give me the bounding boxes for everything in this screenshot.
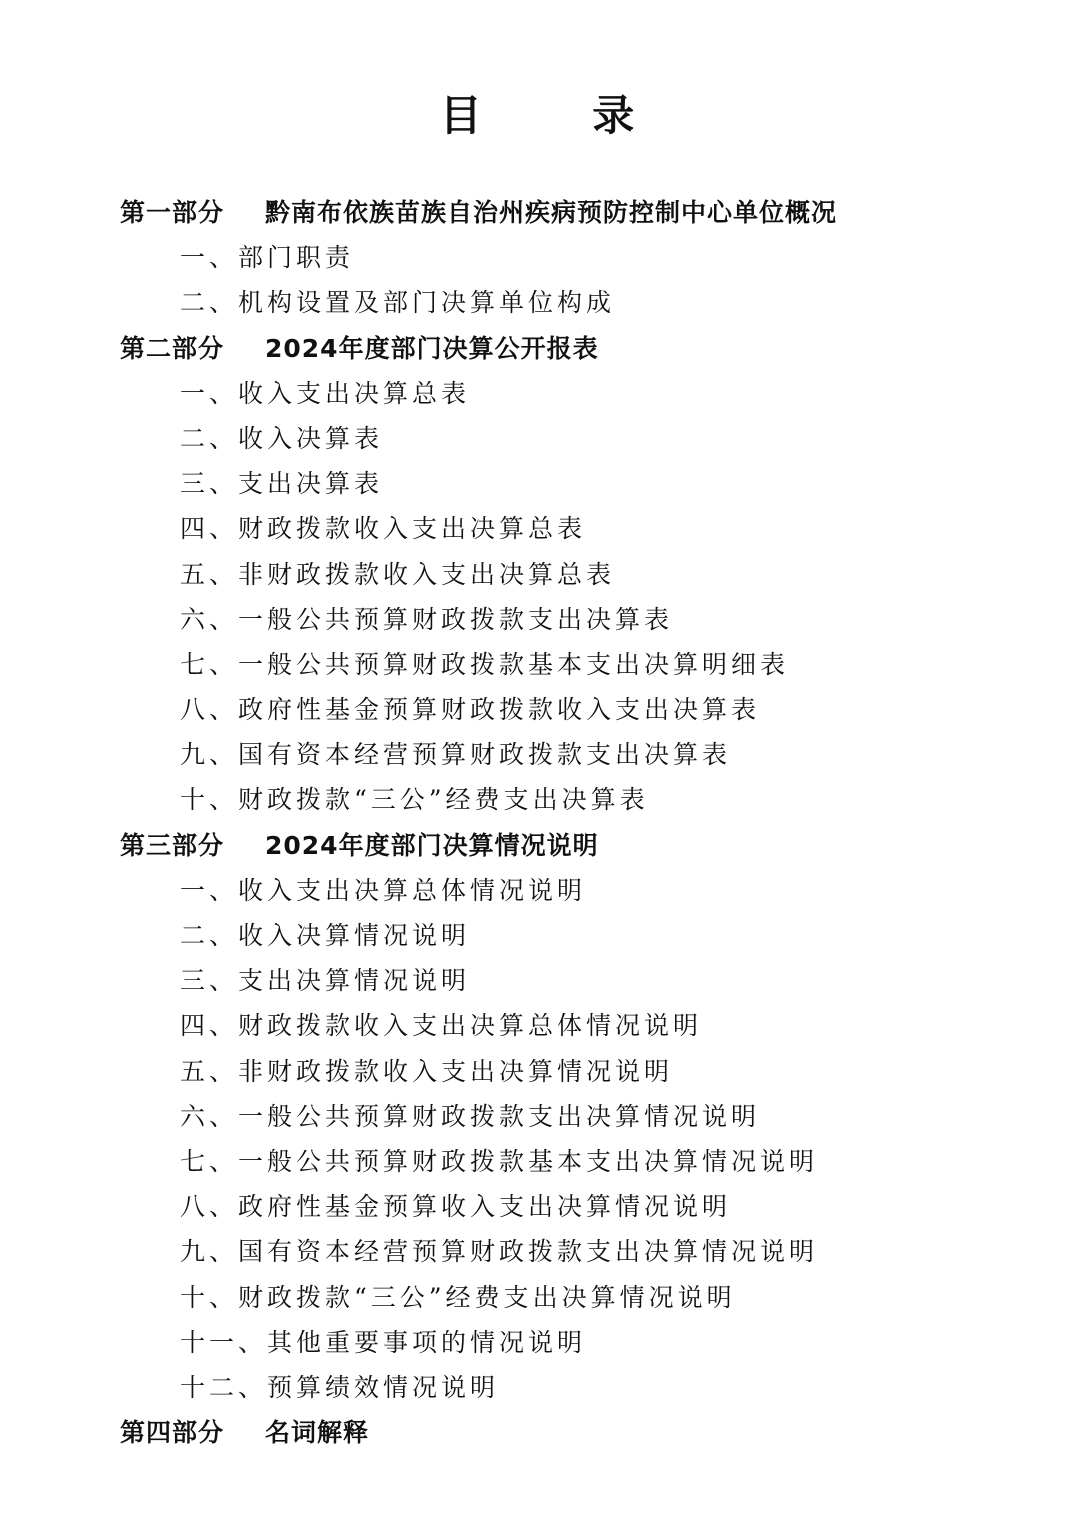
toc-item: 五、非财政拨款收入支出决算总表 xyxy=(180,559,616,589)
toc-item: 一、部门职责 xyxy=(180,243,355,273)
toc-part-title: 2024年度部门决算情况说明 xyxy=(265,830,599,860)
toc-item: 十、财政拨款“三公”经费支出决算情况说明 xyxy=(180,1282,736,1312)
toc-part-label: 第三部分 xyxy=(120,830,225,860)
page-title: 目 录 xyxy=(439,91,683,140)
toc-item: 五、非财政拨款收入支出决算情况说明 xyxy=(180,1056,674,1086)
toc-part-title: 黔南布依族苗族自治州疾病预防控制中心单位概况 xyxy=(265,198,838,227)
toc-item: 八、政府性基金预算收入支出决算情况说明 xyxy=(180,1192,732,1222)
toc-item: 三、支出决算情况说明 xyxy=(180,966,471,996)
toc-item: 九、国有资本经营预算财政拨款支出决算表 xyxy=(180,740,732,770)
toc-item: 七、一般公共预算财政拨款基本支出决算情况说明 xyxy=(180,1146,819,1176)
toc-item: 十二、预算绩效情况说明 xyxy=(180,1372,500,1402)
toc-part-title: 名词解释 xyxy=(265,1418,370,1448)
toc-item: 二、收入决算表 xyxy=(180,423,384,453)
toc-item: 三、支出决算表 xyxy=(180,469,384,499)
toc-item: 四、财政拨款收入支出决算总表 xyxy=(180,514,587,544)
toc-part-2 xyxy=(0,326,1074,371)
toc-item: 一、收入支出决算总表 xyxy=(180,378,471,408)
table-of-contents xyxy=(0,190,1074,1455)
toc-item: 六、一般公共预算财政拨款支出决算表 xyxy=(180,604,674,634)
toc-part-label: 第四部分 xyxy=(120,1418,225,1448)
toc-item: 十一、其他重要事项的情况说明 xyxy=(180,1327,587,1357)
toc-part-title: 2024年度部门决算公开报表 xyxy=(265,333,599,363)
toc-part-1 xyxy=(0,190,1074,235)
toc-item: 九、国有资本经营预算财政拨款支出决算情况说明 xyxy=(180,1237,819,1267)
toc-part-4 xyxy=(0,1410,1074,1455)
toc-item: 六、一般公共预算财政拨款支出决算情况说明 xyxy=(180,1101,761,1131)
toc-part-label: 第一部分 xyxy=(120,198,225,227)
toc-item: 四、财政拨款收入支出决算总体情况说明 xyxy=(180,1011,703,1041)
toc-part-label: 第二部分 xyxy=(120,333,225,363)
toc-part-3 xyxy=(0,823,1074,868)
toc-item: 十、财政拨款“三公”经费支出决算表 xyxy=(180,785,649,815)
toc-item: 七、一般公共预算财政拨款基本支出决算明细表 xyxy=(180,649,790,679)
toc-item: 二、机构设置及部门决算单位构成 xyxy=(180,288,616,318)
toc-item: 一、收入支出决算总体情况说明 xyxy=(180,875,587,905)
toc-item: 二、收入决算情况说明 xyxy=(180,921,471,950)
toc-item: 八、政府性基金预算财政拨款收入支出决算表 xyxy=(180,695,761,725)
